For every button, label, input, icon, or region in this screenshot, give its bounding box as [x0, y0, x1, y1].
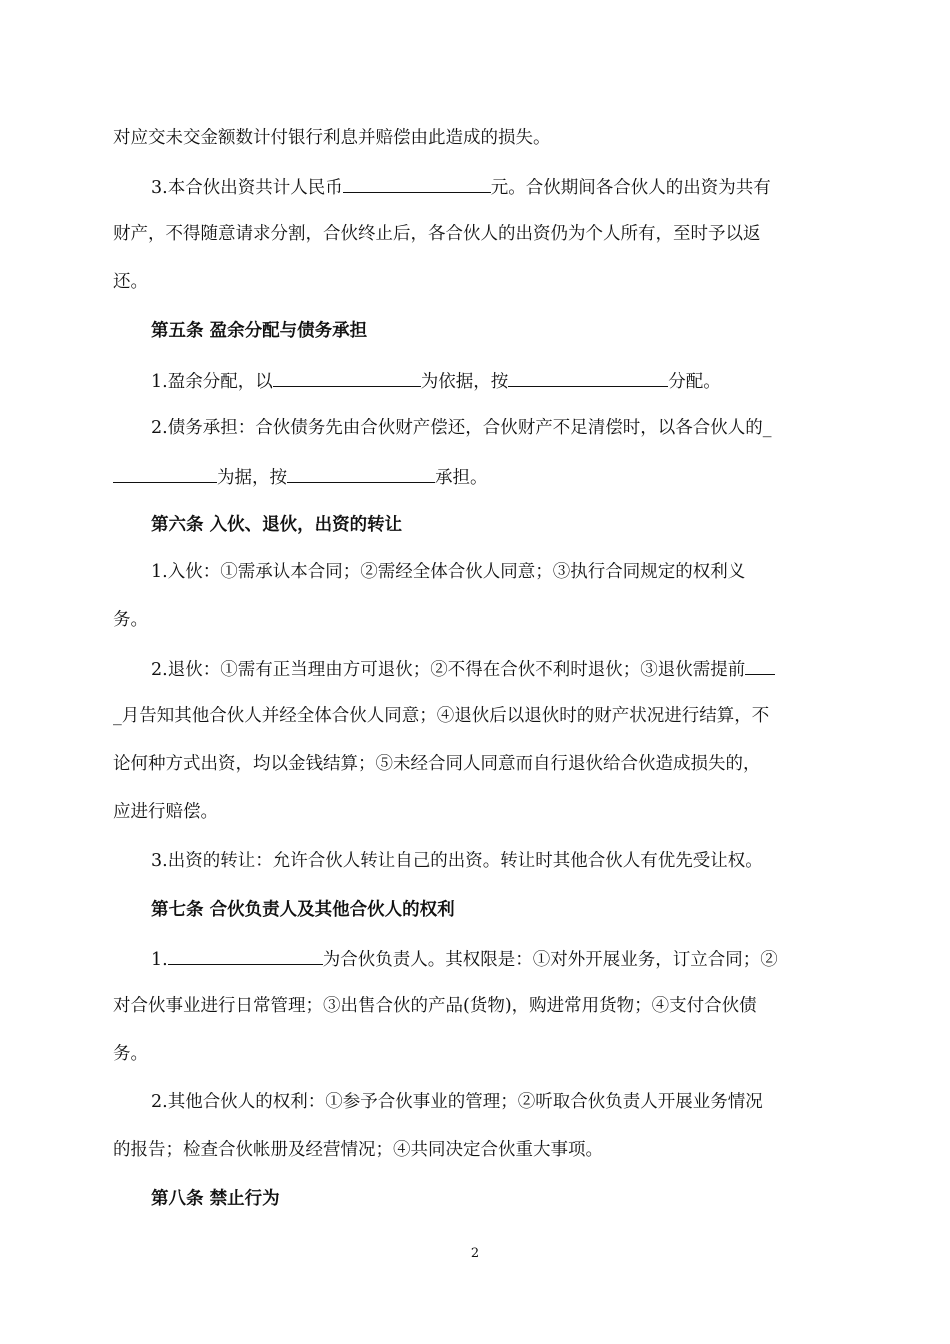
- para-line: 3.出资的转让：允许合伙人转让自己的出资。转让时其他合伙人有优先受让权。: [151, 851, 763, 871]
- para-line: 务。: [113, 610, 148, 630]
- section-heading-7: 第七条 合伙负责人及其他合伙人的权利: [151, 900, 455, 920]
- para-line: 对应交未交金额数计付银行利息并赔偿由此造成的损失。: [113, 128, 551, 148]
- fill-blank: [508, 368, 668, 387]
- fill-blank: [745, 656, 775, 675]
- para-line: 应进行赔偿。: [113, 802, 218, 822]
- fill-blank: [273, 368, 421, 387]
- page-number: 2: [470, 1246, 480, 1261]
- para-line: 务。: [113, 1044, 148, 1064]
- fill-blank: [343, 174, 491, 193]
- para-line: 3.本合伙出资共计人民币 元。合伙期间各合伙人的出资为共有: [151, 174, 843, 200]
- para-line: 论何种方式出资，均以金钱结算；⑤未经合同人同意而自行退伙给合伙造成损失的，: [113, 754, 761, 774]
- para-line: 还。: [113, 272, 148, 292]
- fill-blank: [168, 946, 323, 965]
- para-line: 2.债务承担：合伙债务先由合伙财产偿还，合伙财产不足清偿时，以各合伙人的_: [151, 418, 772, 438]
- para-line: _月告知其他合伙人并经全体合伙人同意；④退伙后以退伙时的财产状况进行结算，不: [113, 706, 770, 726]
- fill-blank: [287, 464, 435, 483]
- para-line: 1.入伙：①需承认本合同；②需经全体合伙人同意；③执行合同规定的权利义: [151, 562, 746, 582]
- section-heading-6: 第六条 入伙、退伙，出资的转让: [151, 515, 403, 535]
- para-line: 1. 为合伙负责人。其权限是：①对外开展业务，订立合同；②: [151, 946, 843, 972]
- para-line: 的报告；检查合伙帐册及经营情况；④共同决定合伙重大事项。: [113, 1140, 603, 1160]
- para-line: 财产，不得随意请求分割，合伙终止后，各合伙人的出资仍为个人所有，至时予以返: [113, 224, 761, 244]
- fill-blank: [113, 464, 217, 483]
- para-line: 2.退伙：①需有正当理由方可退伙；②不得在合伙不利时退伙；③退伙需提前: [151, 656, 843, 682]
- section-heading-5: 第五条 盈余分配与债务承担: [151, 321, 368, 341]
- para-line: 对合伙事业进行日常管理；③出售合伙的产品(货物)，购进常用货物；④支付合伙债: [113, 996, 757, 1016]
- para-line: 为据，按 承担。: [113, 464, 843, 490]
- section-heading-8: 第八条 禁止行为: [151, 1189, 280, 1209]
- para-line: 2.其他合伙人的权利：①参予合伙事业的管理；②听取合伙负责人开展业务情况: [151, 1092, 763, 1112]
- para-line: 1.盈余分配，以 为依据，按 分配。: [151, 368, 843, 394]
